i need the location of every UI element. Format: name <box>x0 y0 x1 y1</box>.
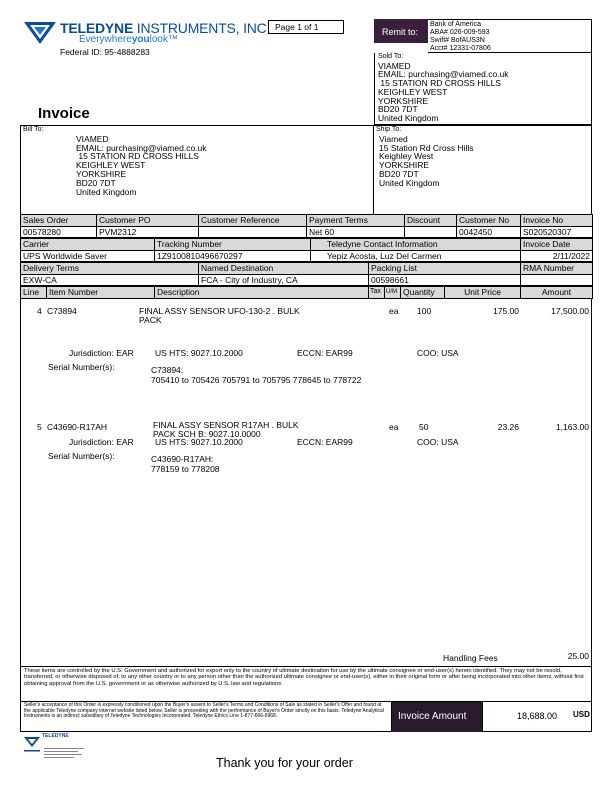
us-hts: US HTS: 9027.10.2000 <box>155 437 243 447</box>
invoice-amount-label: Invoice Amount <box>392 702 482 732</box>
footer-brand: TELEDYNE <box>42 733 69 739</box>
column-header: Carrier <box>21 239 155 251</box>
column-header: Invoice Date <box>521 239 593 251</box>
delivery-terms-value: EXW-CA <box>21 274 199 286</box>
item-description: PACK <box>139 315 162 325</box>
line-number: 5 <box>37 422 42 432</box>
eccn: ECCN: EAR99 <box>297 348 353 358</box>
column-header: Unit Price <box>445 287 521 299</box>
table-header-row <box>21 239 593 251</box>
column-header: U/M <box>385 287 401 299</box>
unit-price: 23.26 <box>497 422 519 432</box>
invoice-no-value: S020520307 <box>521 226 593 238</box>
customer-no-value: 0042450 <box>457 226 521 238</box>
column-header: Customer No <box>457 215 521 227</box>
terms-and-conditions: Seller's acceptance of this Order is expressly conditioned upon the Buyer's assent to Seller's Terms and Conditions of Sale as stated in Seller's Offer and found at the applicable Teledyne company internet website listed below. Seller is proceeding with the performance of Buyer's Order strictly on this basis. Teledyne Analytical Instruments is an indirect subsidiary of Teledyne Technologies Incorporated. Teledyne Ethics Line 1-877-666-6968. <box>20 702 392 732</box>
thank-you-message: Thank you for your order <box>216 756 353 770</box>
column-header: Packing List <box>369 263 521 275</box>
unit-price: 175.00 <box>493 306 519 316</box>
unit-of-measure: ea <box>389 422 399 432</box>
remit-bank-info: Bank of America ABA# 026-009-593 Swift# BofAUS3N Acct# 12331-07806 <box>428 19 592 53</box>
column-header: Amount <box>521 287 593 299</box>
order-row-1-table <box>20 214 593 238</box>
column-header: Line <box>21 287 47 299</box>
quantity: 50 <box>419 422 429 432</box>
line-number: 4 <box>37 306 42 316</box>
column-header: Customer PO <box>97 215 199 227</box>
country-of-origin: COO: USA <box>417 437 459 447</box>
discount-value <box>405 226 457 238</box>
serial-numbers-header: C43690-R17AH: <box>151 454 214 464</box>
column-header: Quantity <box>401 287 445 299</box>
table-header-row <box>21 287 593 299</box>
serial-numbers-list: 778159 to 778208 <box>151 464 220 474</box>
item-number: C73894 <box>47 306 77 316</box>
customer-po-value: PVM2312 <box>97 226 199 238</box>
handling-fees-label: Handling Fees <box>443 653 498 663</box>
page-indicator: Page 1 of 1 <box>268 20 344 34</box>
table-header-row <box>21 263 593 275</box>
handling-fees-value: 25.00 <box>567 651 589 661</box>
unit-of-measure: ea <box>389 306 399 316</box>
payment-terms-value: Net 60 <box>307 226 405 238</box>
column-header: Sales Order <box>21 215 97 227</box>
column-header: Tracking Number <box>155 239 311 251</box>
named-destination-value: FCA - City of Industry, CA <box>199 274 369 286</box>
line-items-area <box>20 298 592 666</box>
item-description: FINAL ASSY SENSOR R17AH . BULK <box>153 420 299 430</box>
order-row-3-table <box>20 262 593 286</box>
page-title: Invoice <box>38 105 90 122</box>
invoice-amount-box <box>482 702 592 732</box>
export-control-notice: These items are controlled by the U.S. Government and authorized for export only to the country of ultimate destination for use by the ultimate consignee or end-user(s) herein identified. They may not be resold, transferred, or otherwise disposed of, to any other country or to any person other than the authorized ultimate consignee or end-user(s), either in their original form or after being incorporated into other items, without first obtaining approval from the U.S. government or as otherwise authorized by U.S. law and regulations. <box>20 666 592 702</box>
table-header-row <box>21 215 593 227</box>
column-header: Customer Reference <box>199 215 307 227</box>
order-details-grid <box>20 214 592 299</box>
tracking-number-value: 1Z9100810496670297 <box>155 250 311 262</box>
column-header: Discount <box>405 215 457 227</box>
item-number: C43690-R17AH <box>47 422 108 432</box>
serial-numbers-label: Serial Number(s): <box>48 451 115 461</box>
table-row <box>21 226 593 238</box>
column-header: RMA Number <box>521 263 593 275</box>
line-amount: 1,163.00 <box>555 422 589 432</box>
line-amount: 17,500.00 <box>551 306 589 316</box>
contact-value: Yepiz Acosta, Luz Del Carmen <box>311 250 521 262</box>
sales-order-value: 00578280 <box>21 226 97 238</box>
eccn: ECCN: EAR99 <box>297 437 353 447</box>
jurisdiction: Jurisdiction: EAR <box>69 437 134 447</box>
bill-to-block: Bill To: VIAMED EMAIL: purchasing@viamed.co.uk 15 STATION RD CROSS HILLS KEIGHLEY WEST YORKSHIRE BD20 7DT United Kingdom <box>20 126 374 214</box>
column-header: Named Destination <box>199 263 369 275</box>
packing-list-value: 00598661 <box>369 274 521 286</box>
table-row <box>21 274 593 286</box>
invoice-amount-value: 18,688.00 <box>517 711 558 721</box>
jurisdiction: Jurisdiction: EAR <box>69 348 134 358</box>
column-header: Payment Terms <box>307 215 405 227</box>
column-header: Invoice No <box>521 215 593 227</box>
item-description: PACK SCH B: 9027.10.0000 <box>153 429 261 439</box>
quantity: 100 <box>417 306 432 316</box>
serial-numbers-list: 705410 to 705426 705791 to 705795 778645 to 778722 <box>151 375 362 385</box>
carrier-value: UPS Worldwide Saver <box>21 250 155 262</box>
line-items-header-table <box>20 286 593 299</box>
serial-numbers-header: C73894: <box>151 365 184 375</box>
serial-numbers-label: Serial Number(s): <box>48 362 115 372</box>
customer-reference-value <box>199 226 307 238</box>
us-hts: US HTS: 9027.10.2000 <box>155 348 243 358</box>
item-description: FINAL ASSY SENSOR UFO-130-2 . BULK <box>139 306 300 316</box>
invoice-date-value: 2/11/2022 <box>521 250 593 262</box>
currency-code: USD <box>573 710 590 719</box>
rma-number-value <box>521 274 593 286</box>
column-header: Item Number <box>47 287 155 299</box>
ship-to-block: Ship To: Viamed 15 Station Rd Cross Hills Keighley West YORKSHIRE BD20 7DT United Kingdom <box>374 126 592 214</box>
column-header: Delivery Terms <box>21 263 199 275</box>
column-header: Description <box>155 287 369 299</box>
order-row-2-table <box>20 238 593 262</box>
country-of-origin: COO: USA <box>417 348 459 358</box>
federal-id: Federal ID: 95-4888283 <box>60 47 150 57</box>
column-header: Teledyne Contact Information <box>311 239 521 251</box>
table-row <box>21 250 593 262</box>
teledyne-logo-icon <box>22 20 58 46</box>
column-header: Tax <box>369 287 385 299</box>
brand-name: TELEDYNE INSTRUMENTS, INC. <box>60 20 271 36</box>
brand-tagline: Everywhereyoulook™ <box>79 34 178 45</box>
remit-to-label: Remit to: <box>374 19 428 43</box>
sold-to-block: Sold To: VIAMED EMAIL: purchasing@viamed.co.uk 15 STATION RD CROSS HILLS KEIGHLEY WEST YORKSHIRE BD20 7DT United Kingdom <box>374 53 592 125</box>
